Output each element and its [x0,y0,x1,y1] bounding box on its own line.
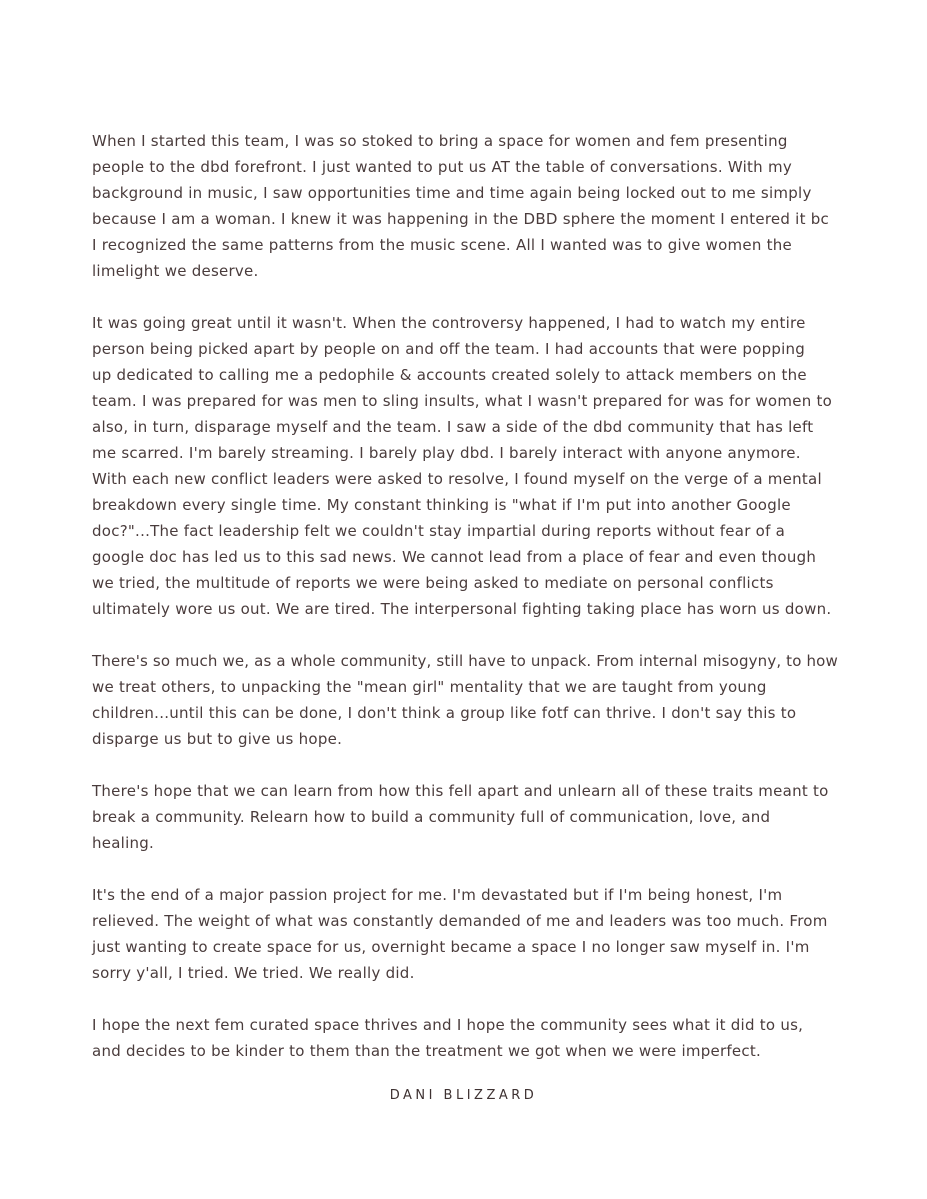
text-line: It's the end of a major passion project for me. I'm devastated but if I'm being honest, I'm [92,886,783,904]
text-line: and decides to be kinder to them than the treatment we got when we were imperfect. [92,1042,762,1060]
signature: DANI BLIZZARD [389,1088,538,1103]
text-line: google doc has led us to this sad news. We cannot lead from a place of fear and even though [92,548,817,566]
text-line: healing. [92,834,155,852]
text-line: When I started this team, I was so stoked to bring a space for women and fem presenting [92,132,788,150]
text-line: breakdown every single time. My constant thinking is "what if I'm put into another Google [92,496,791,514]
text-line: person being picked apart by people on and off the team. I had accounts that were popping [92,340,806,358]
text-line: limelight we deserve. [92,262,259,280]
paragraph-1 [92,128,842,284]
text-line: With each new conflict leaders were asked to resolve, I found myself on the verge of a mental [92,470,822,488]
text-line: because I am a woman. I knew it was happening in the DBD sphere the moment I entered it bc [92,210,830,228]
paragraph-2 [92,310,842,622]
text-line: There's so much we, as a whole community, still have to unpack. From internal misogyny, to how [92,652,838,670]
text-line: disparge us but to give us hope. [92,730,343,748]
text-line: we tried, the multitude of reports we were being asked to mediate on personal conflicts [92,574,774,592]
text-line: sorry y'all, I tried. We tried. We really did. [92,964,415,982]
text-line: team. I was prepared for was men to sling insults, what I wasn't prepared for was for women to [92,392,833,410]
text-line: up dedicated to calling me a pedophile & accounts created solely to attack members on the [92,366,807,384]
text-line: me scarred. I'm barely streaming. I barely play dbd. I barely interact with anyone anymore. [92,444,801,462]
text-line: relieved. The weight of what was constantly demanded of me and leaders was too much. From [92,912,828,930]
paragraph-3 [92,648,842,752]
text-line: There's hope that we can learn from how this fell apart and unlearn all of these traits meant to [92,782,829,800]
paragraph-5 [92,882,842,986]
letter-body [92,128,842,1090]
text-line: just wanting to create space for us, overnight became a space I no longer saw myself in. I'm [92,938,810,956]
text-line: It was going great until it wasn't. When the controversy happened, I had to watch my entire [92,314,806,332]
text-line: I hope the next fem curated space thrives and I hope the community sees what it did to us, [92,1016,804,1034]
text-line: background in music, I saw opportunities time and time again being locked out to me simply [92,184,812,202]
text-line: I recognized the same patterns from the music scene. All I wanted was to give women the [92,236,792,254]
text-line: also, in turn, disparage myself and the team. I saw a side of the dbd community that has left [92,418,814,436]
paragraph-4 [92,778,842,856]
text-line: children...until this can be done, I don't think a group like fotf can thrive. I don't say this to [92,704,797,722]
text-line: we treat others, to unpacking the "mean girl" mentality that we are taught from young [92,678,767,696]
text-line: doc?"...The fact leadership felt we couldn't stay impartial during reports without fear of a [92,522,786,540]
text-line: break a community. Relearn how to build a community full of communication, love, and [92,808,771,826]
text-line: ultimately wore us out. We are tired. The interpersonal fighting taking place has worn us down. [92,600,832,618]
text-line: people to the dbd forefront. I just wanted to put us AT the table of conversations. With my [92,158,792,176]
paragraph-6 [92,1012,842,1064]
